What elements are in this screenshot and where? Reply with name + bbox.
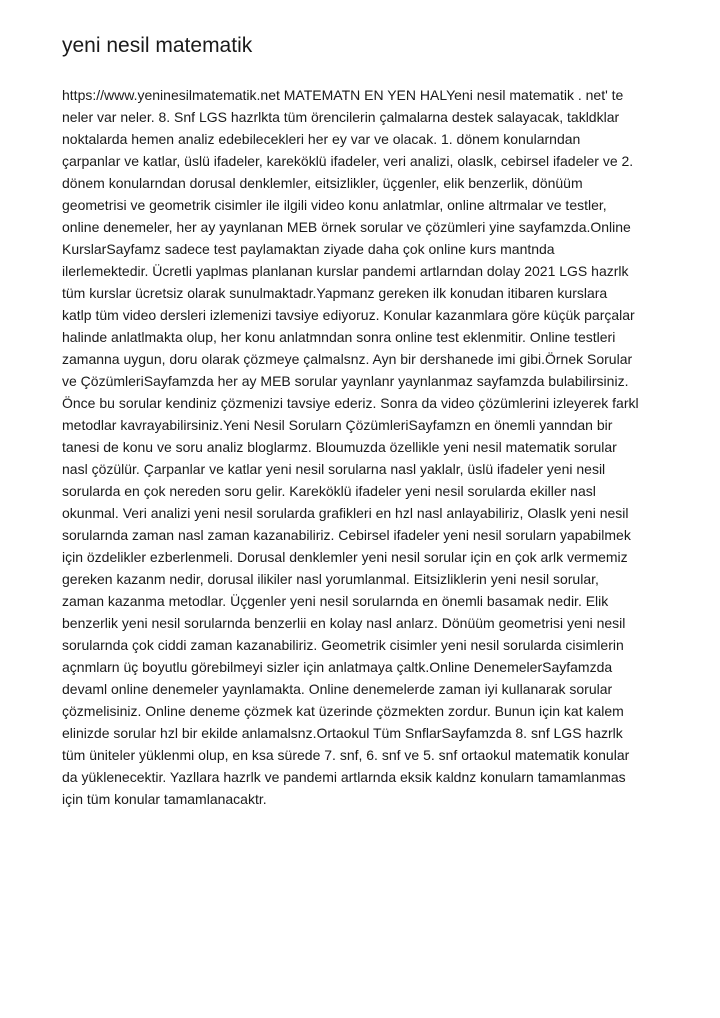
body-line: tüm üniteler yüklenmi olup, en ksa sürede 7. snf, 6. snf ve 5. snf ortaokul matematik konular	[62, 747, 630, 763]
body-line: çarpanlar ve katlar, üslü ifadeler, kareköklü ifadeler, veri analizi, olaslk, cebirsel ifadeler ve 2.	[62, 153, 634, 169]
body-line: açnmlarn üç boyutlu görebilmeyi sizler için anlatmaya çaltk.Online DenemelerSayfamzda	[62, 659, 613, 675]
body-line: KurslarSayfamz sadece test paylamaktan ziyade daha çok online kurs mantnda	[62, 241, 555, 257]
body-line: https://www.yeninesilmatematik.net MATEMATN EN YEN HALYeni nesil matematik . net' te	[62, 87, 624, 103]
body-line: online denemeler, her ay yaynlanan MEB örnek sorular ve çözümleri yine sayfamzda.Online	[62, 219, 631, 235]
body-line: ilerlemektedir. Ücretli yaplmas planlanan kurslar pandemi artlarndan dolay 2021 LGS hazrlk	[62, 263, 629, 279]
body-line: için özdelikler ezberlenmeli. Dorusal denklemler yeni nesil sorular için en çok arlk vermemiz	[62, 549, 628, 565]
body-line: benzerlik yeni nesil sorularnda benzerlii en kolay nasl anlarz. Dönüüm geometrisi yeni nesil	[62, 615, 626, 631]
body-line: tüm kurslar ücretsiz olarak sunulmaktadr.Yapmanz gereken ilk konudan itibaren kurslara	[62, 285, 608, 301]
body-line: da yüklenecektir. Yazllara hazrlk ve pandemi artlarnda eksik kaldnz konularn tamamlanmas	[62, 769, 626, 785]
body-line: halinde anlatlmakta olup, her konu anlatmndan sonra online test eklenmitir. Online testleri	[62, 329, 616, 345]
body-line: neler var neler. 8. Snf LGS hazrlkta tüm örencilerin çalmalarna destek salayacak, takldklar	[62, 109, 620, 125]
body-line: elinizde sorular hzl bir ekilde anlamalsnz.Ortaokul Tüm SnflarSayfamzda 8. snf LGS hazrlk	[62, 725, 623, 741]
body-line: sorularnda çok ciddi zaman kazanabiliriz. Geometrik cisimler yeni nesil sorularda cisimlerin	[62, 637, 624, 653]
body-line: tanesi de konu ve soru analiz bloglarmz. Bloumuzda özellikle yeni nesil matematik sorular	[62, 439, 617, 455]
body-line: zamanna uygun, doru olarak çözmeye çalmalsnz. Ayn bir dershanede imi gibi.Örnek Sorular	[62, 351, 633, 367]
body-line: Önce bu sorular kendiniz çözmenizi tavsiye ederiz. Sonra da video çözümlerini izleyerek farkl	[62, 395, 639, 411]
body-line: ve ÇözümleriSayfamzda her ay MEB sorular yaynlanr yaynlanmaz sayfamzda bulabilirsiniz.	[62, 373, 629, 389]
body-line: katlp tüm video dersleri izlemenizi tavsiye ediyoruz. Konular kazanmlara göre küçük parçalar	[62, 307, 635, 323]
body-line: devaml online denemeler yaynlamakta. Online denemelerde zaman iyi kullanarak sorular	[62, 681, 613, 697]
body-line: nasl çözülür. Çarpanlar ve katlar yeni nesil sorularna nasl yaklalr, üslü ifadeler yeni nesil	[62, 461, 606, 477]
body-line: gereken kazanm nedir, dorusal ilikiler nasl yorumlanmal. Eitsizliklerin yeni nesil sorular,	[62, 571, 599, 587]
document-title: yeni nesil matematik	[62, 34, 253, 57]
body-line: zaman kazanma metodlar. Üçgenler yeni nesil sorularnda en önemli basamak nedir. Elik	[62, 593, 609, 609]
body-line: noktalarda hemen analiz edebilecekleri her ey var ve olacak. 1. dönem konularndan	[62, 131, 581, 147]
body-line: dönem konularndan dorusal denklemler, eitsizlikler, üçgenler, elik benzerlik, dönüüm	[62, 175, 583, 191]
body-line: sorularda en çok nereden soru gelir. Kareköklü ifadeler yeni nesil sorularda ekiller nasl	[62, 483, 596, 499]
body-line: geometrisi ve geometrik cisimler ile ilgili video konu anlatmlar, online altrmalar ve testler,	[62, 197, 607, 213]
document-body	[62, 84, 662, 810]
body-line: okunmal. Veri analizi yeni nesil sorularda grafikleri en hzl nasl anlayabiliriz, Olaslk yeni nesil	[62, 505, 629, 521]
body-line: metodlar kavrayabilirsiniz.Yeni Nesil Sorularn ÇözümleriSayfamzn en önemli yanndan bir	[62, 417, 613, 433]
body-line: için tüm konular tamamlanacaktr.	[62, 791, 267, 807]
body-line: çözmelisiniz. Online deneme çözmek kat üzerinde çözmekten zordur. Bunun için kat kalem	[62, 703, 624, 719]
body-line: sorularnda zaman nasl zaman kazanabiliriz. Cebirsel ifadeler yeni nesil sorularn yapabilmek	[62, 527, 631, 543]
